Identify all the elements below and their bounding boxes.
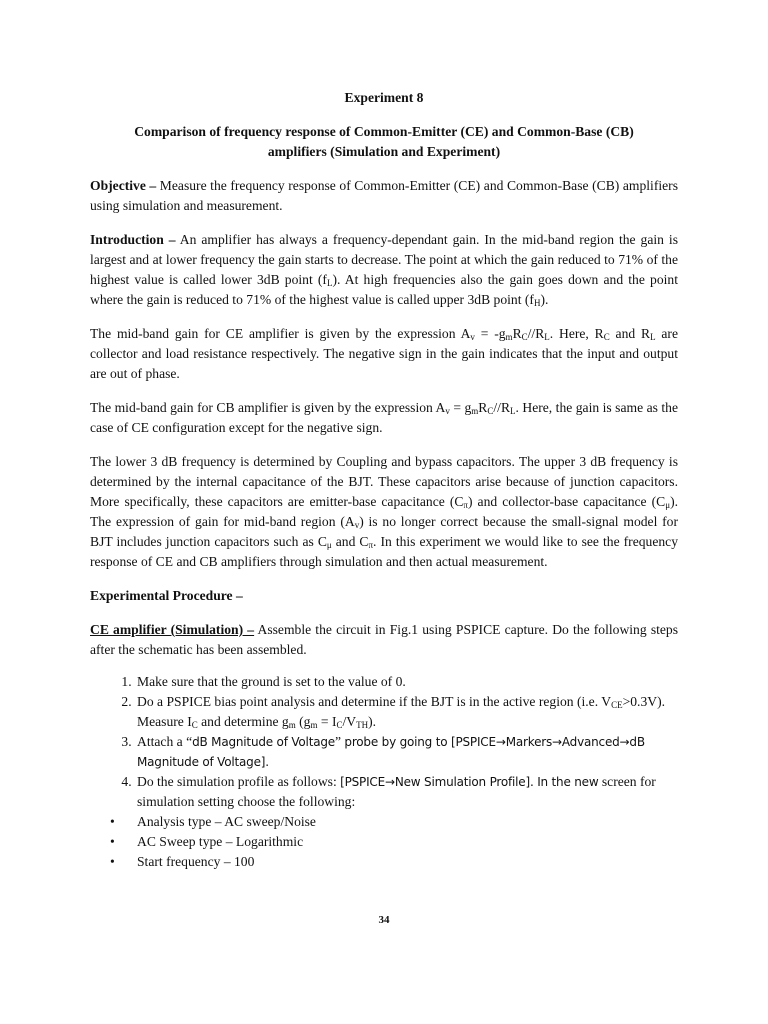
document-page <box>90 88 678 872</box>
experiment-heading: Experiment 8 <box>344 90 424 105</box>
capacitance-text-e: and C <box>331 534 369 549</box>
step-1-text: Make sure that the ground is set to the value of 0. <box>137 674 406 689</box>
subscript-pi: π <box>463 500 468 510</box>
step-2-text-c: and determine g <box>197 714 289 729</box>
step-3-text-b: dB Magnitude of Voltage <box>192 735 335 749</box>
list-item <box>135 672 678 692</box>
ce-gain-paragraph <box>90 324 678 384</box>
ce-gain-text-a: The mid-band gain for CE amplifier is given by the expression A <box>90 326 471 341</box>
introduction-label: Introduction – <box>90 232 176 247</box>
experiment-subtitle <box>90 122 678 162</box>
subscript-v: v <box>354 520 360 530</box>
procedure-heading <box>90 586 678 606</box>
page-number: 34 <box>378 914 390 926</box>
introduction-paragraph <box>90 230 678 310</box>
subscript-h: H <box>533 298 541 308</box>
subscript-l: L <box>510 406 516 416</box>
subscript-ce: CE <box>611 700 623 710</box>
capacitance-text-a: The lower 3 dB frequency is determined by Coupling and bypass capacitors. The upper 3 dB frequency is determined by the internal capacitance of the BJT. These capacitors arise because of junction capacitors. More specifically, these capacitors are emitter-base capacitance (C <box>90 454 678 509</box>
step-2-text-b: >0.3V). Measure I <box>137 694 665 729</box>
step-2-text-d: (g <box>295 714 311 729</box>
bullet-icon: • <box>110 854 115 869</box>
subscript-c: C <box>487 406 494 416</box>
step-4-text-c: screen for simulation setting choose the following: <box>137 774 656 809</box>
subscript-c: C <box>191 720 198 730</box>
list-item <box>135 692 678 732</box>
subscript-pi: π <box>368 540 374 550</box>
bullet-3-text: Start frequency – 100 <box>137 854 255 869</box>
step-3-text-d: probe by going to [PSPICE→Markers→Advanced→dB Magnitude of Voltage]. <box>137 735 645 769</box>
subtitle-line-1: Comparison of frequency response of Common-Emitter (CE) and Common-Base (CB) <box>134 124 634 139</box>
subscript-v: v <box>445 406 450 416</box>
step-2-text-g: ). <box>368 714 377 729</box>
subscript-m: m <box>471 406 479 416</box>
ce-gain-text-e: . Here, R <box>549 326 604 341</box>
step-3-text-c: ” <box>334 734 345 749</box>
introduction-text-b: ). At high frequencies also the gain goes down and the point where the gain is reduced to 71% of the highest value is called upper 3dB point (f <box>90 272 678 307</box>
subtitle-line-2: amplifiers (Simulation and Experiment) <box>267 144 501 159</box>
cb-gain-text-c: R <box>478 400 488 415</box>
ce-gain-text-b: = -g <box>474 326 506 341</box>
list-item <box>110 832 678 852</box>
objective-label: Objective – <box>90 178 157 193</box>
procedure-steps-list <box>90 672 678 812</box>
capacitance-text-d: ) is no longer correct because the small-signal model for BJT includes junction capacitors such as C <box>90 514 679 549</box>
subscript-l: L <box>544 332 550 342</box>
procedure-heading-text: Experimental Procedure – <box>90 588 243 603</box>
subscript-c: C <box>521 332 528 342</box>
cb-gain-paragraph <box>90 398 678 438</box>
step-2-text-f: /V <box>342 714 357 729</box>
capacitance-text-c: ). The expression of gain for mid-band region (A <box>90 494 678 529</box>
capacitance-paragraph <box>90 452 678 572</box>
list-item <box>110 812 678 832</box>
ce-simulation-label: CE amplifier (Simulation) – <box>90 622 255 637</box>
step-2-text-e: = I <box>317 714 337 729</box>
subscript-m: m <box>505 332 513 342</box>
subscript-mu: μ <box>665 500 671 510</box>
subscript-m: m <box>288 720 296 730</box>
ce-gain-text-d: //R <box>527 326 545 341</box>
ce-gain-text-g: are collector and load resistance respectively. The negative sign in the gain indicates that the input and output are out of phase. <box>90 326 678 381</box>
capacitance-text-b: ) and collector-base capacitance (C <box>467 494 666 509</box>
list-item <box>110 852 678 872</box>
objective-text: Measure the frequency response of Common-Emitter (CE) and Common-Base (CB) amplifiers using simulation and measurement. <box>90 178 678 213</box>
subscript-mu: μ <box>326 540 332 550</box>
bullet-2-text: AC Sweep type – Logarithmic <box>137 834 304 849</box>
capacitance-text-f: . In this experiment we would like to see the frequency response of CE and CB amplifiers through simulation and then actual measurement. <box>90 534 678 569</box>
bullet-1-text: Analysis type – AC sweep/Noise <box>137 814 316 829</box>
ce-simulation-text: Assemble the circuit in Fig.1 using PSPICE capture. Do the following steps after the schematic has been assembled. <box>90 622 679 657</box>
bullet-icon: • <box>110 814 115 829</box>
step-4-text-a: Do the simulation profile as follows: <box>137 774 341 789</box>
subscript-c: C <box>336 720 343 730</box>
subscript-m: m <box>310 720 318 730</box>
subscript-th: TH <box>356 720 369 730</box>
ce-simulation-paragraph <box>90 620 678 660</box>
introduction-text-a: An amplifier has always a frequency-dependant gain. In the mid-band region the gain is largest and at lower frequency the gain starts to decrease. The point at which the gain reduced to 71% of the highest value is called lower 3dB point (f <box>90 232 678 287</box>
step-2-text-a: Do a PSPICE bias point analysis and determine if the BJT is in the active region (i.e. V <box>137 694 612 709</box>
introduction-text-c: ). <box>540 292 549 307</box>
subscript-l: L <box>650 332 656 342</box>
subscript-v: v <box>470 332 475 342</box>
step-3-text-a: Attach a “ <box>137 734 193 749</box>
list-item <box>135 732 678 772</box>
subscript-l: L <box>326 278 333 288</box>
cb-gain-text-b: = g <box>449 400 472 415</box>
simulation-settings-list <box>90 812 678 872</box>
ce-gain-text-f: and R <box>609 326 651 341</box>
bullet-icon: • <box>110 834 115 849</box>
cb-gain-text-a: The mid-band gain for CB amplifier is given by the expression A <box>90 400 446 415</box>
objective-paragraph <box>90 176 678 216</box>
subscript-c: C <box>603 332 610 342</box>
ce-gain-text-c: R <box>512 326 522 341</box>
step-4-text-b: [PSPICE→New Simulation Profile]. In the new <box>340 775 599 789</box>
cb-gain-text-e: . Here, the gain is same as the case of CE configuration except for the negative sign. <box>90 400 678 435</box>
list-item <box>135 772 678 812</box>
cb-gain-text-d: //R <box>493 400 511 415</box>
